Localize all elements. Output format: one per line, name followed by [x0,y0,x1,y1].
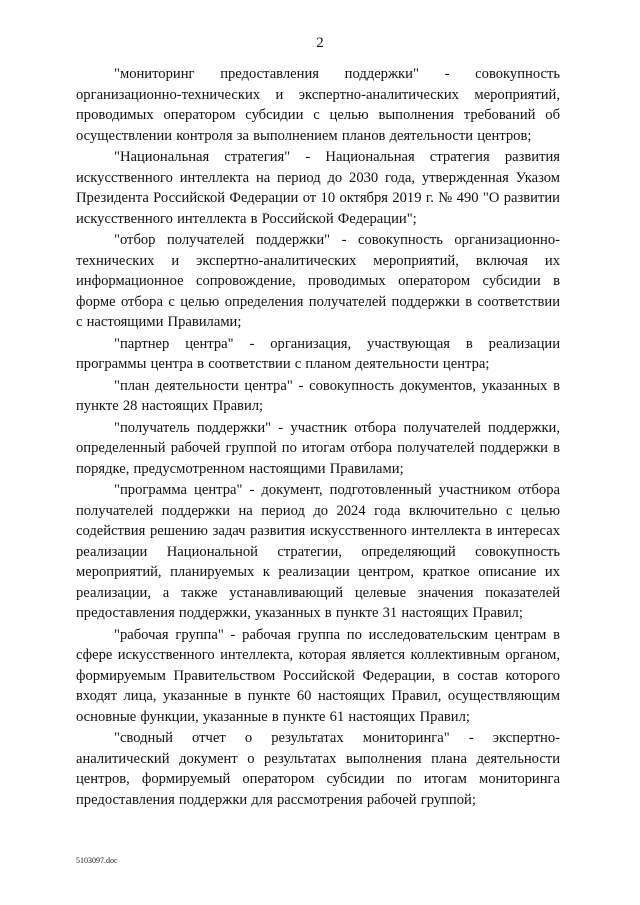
definition-activity-plan: "план деятельности центра" - совокупность документов, указанных в пункте 28 настоящих Правил; [76,377,560,414]
definition-center-partner: "партнер центра" - организация, участвующая в реализации программы центра в соответствии с планом деятельности центра; [76,335,560,372]
definition-center-program: "программа центра" - документ, подготовленный участником отбора получателей поддержки на период до 2024 года включительно с целью содействия решению задач развития искусственного интеллекта в интересах реализации Национальной стратегии, определяющий совокупность мероприятий, планируемых к реализации центром, краткое описание их реализации, а также устанавливающий целевые значения показателей предоставления поддержки, указанных в пункте 31 настоящих Правил; [76,482,560,621]
definition-monitoring: "мониторинг предоставления поддержки" - совокупность организационно-технических и экспертно-аналитических мероприятий, проводимых оператором субсидии с целью выполнения требований об осуществлении контроля за выполнением планов деятельности центров; [76,66,560,144]
page-number: 2 [316,35,324,51]
definition-working-group: "рабочая группа" - рабочая группа по исследовательским центрам в сфере искусственного интеллекта, которая является коллективным органом, формируемым Правительством Российской Федерации, в состав которого входят лица, указанные в пункте 60 настоящих Правил, осуществляющим основные функции, указанные в пункте 61 настоящих Правил; [76,626,560,725]
definition-support-recipient: "получатель поддержки" - участник отбора получателей поддержки, определенный рабочей группой по итогам отбора получателей поддержки в порядке, предусмотренном настоящими Правилами; [76,419,560,477]
definition-national-strategy: "Национальная стратегия" - Национальная стратегия развития искусственного интеллекта на период до 2030 года, утвержденная Указом Президента Российской Федерации от 10 октября 2019 г. № 490 "О развитии искусственного интеллекта в Российской Федерации"; [76,149,560,227]
document-body [76,64,560,811]
definition-selection: "отбор получателей поддержки" - совокупность организационно-технических и экспертно-аналитических мероприятий, включая их информационное сопровождение, проводимых оператором субсидии в форме отбора с целью определения получателей поддержки в соответствии с настоящими Правилами; [76,232,560,330]
file-code: 5103097.doc [76,856,118,865]
definition-summary-report: "сводный отчет о результатах мониторинга" - экспертно-аналитический документ о результатах выполнения плана деятельности центров, формируемый оператором субсидии по итогам мониторинга предоставления поддержки для рассмотрения рабочей группой; [76,730,560,808]
